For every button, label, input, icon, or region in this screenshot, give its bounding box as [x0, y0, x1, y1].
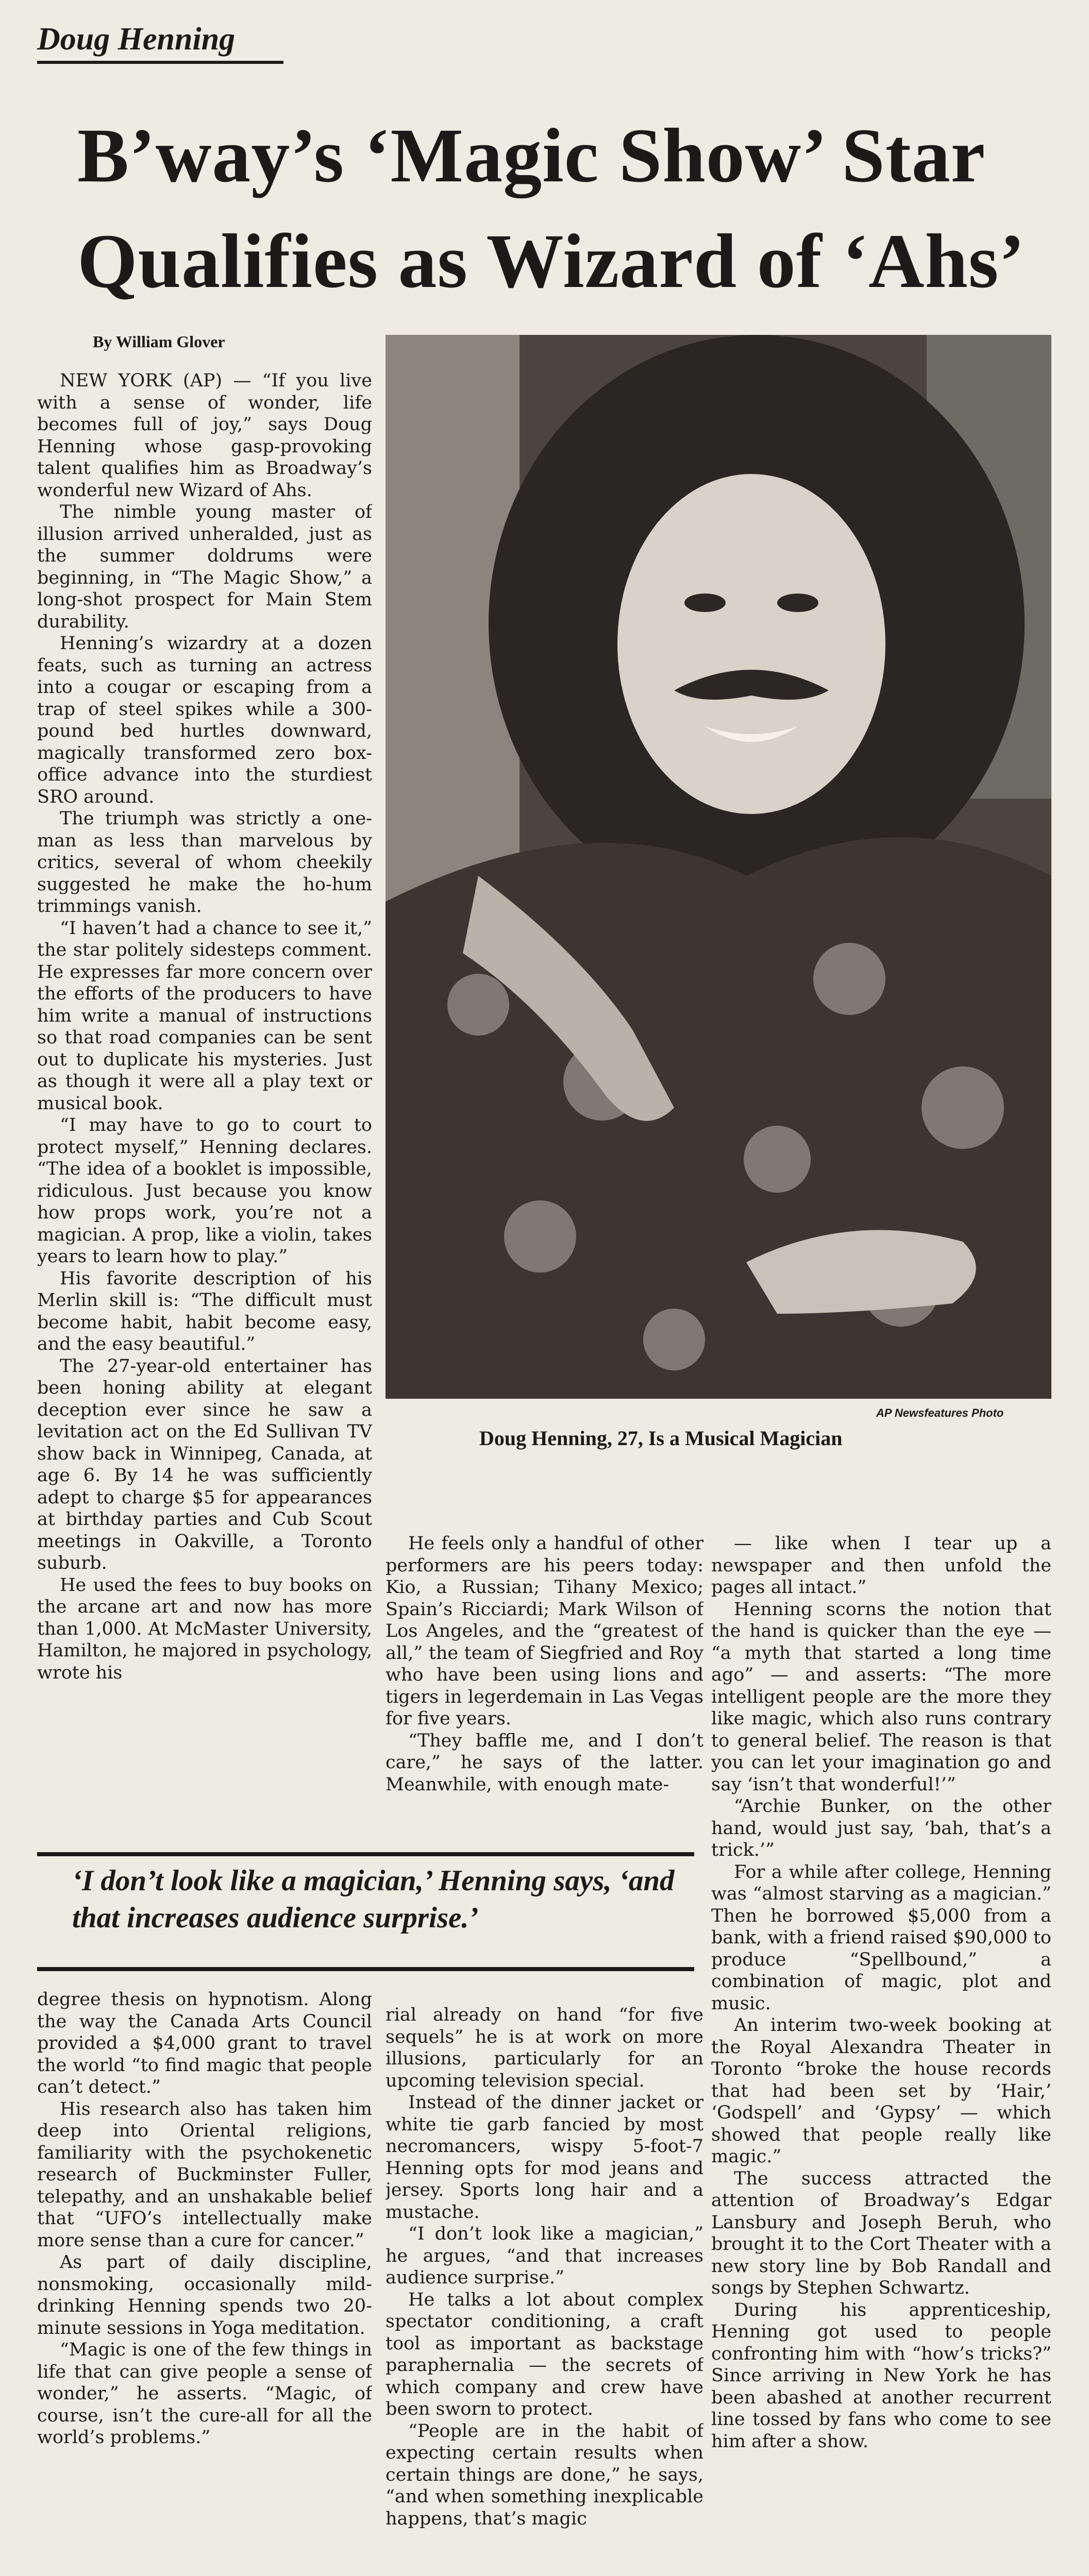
paragraph: An interim two-week booking at the Royal Alexandra Theater in Toronto “broke the house records that had been set by ‘Hair,’ ‘Godspell’ and ‘Gypsy’ — which showed that people really like magic.”: [711, 2015, 1051, 2167]
paragraph: The success attracted the attention of Broadway’s Edgar Lansbury and Joseph Beruh, who brought it to the Cort Theater with a new story line by Bob Randall and songs by Stephen Schwartz.: [711, 2168, 1051, 2298]
paragraph: He used the fees to buy books on the arcane art and now has more than 1,000. At McMaster University, Hamilton, he majored in psychology, wrote his: [37, 1574, 372, 1683]
portrait-photo: [386, 335, 1051, 1399]
paragraph: His favorite description of his Merlin skill is: “The difficult must become habit, habit become easy, and the easy beautiful.”: [37, 1268, 372, 1354]
paragraph: “Archie Bunker, on the other hand, would just say, ‘bah, that’s a trick.’”: [711, 1796, 1051, 1860]
section-kicker: Doug Henning: [37, 21, 283, 64]
paragraph: He talks a lot about complex spectator conditioning, a craft tool as important as backstage paraphernalia — the secrets of which company and crew have been sworn to protect.: [386, 2289, 703, 2419]
pull-quote-rule-bottom: [37, 1967, 694, 1971]
paragraph: “They baffle me, and I don’t care,” he says of the latter. Meanwhile, with enough mate-: [386, 1730, 703, 1795]
paragraph: rial already on hand “for five sequels” he is at work on more illusions, particularly for an upcoming television special.: [386, 2005, 703, 2091]
paragraph: Henning scorns the notion that the hand is quicker than the eye — “a myth that started a long time ago” — and asserts: “The more intelligent people are the more they like magic, which also runs contrary to general belief. The reason is that you can let your imagination go and say ‘isn’t that wonderful!’”: [711, 1599, 1051, 1795]
paragraph: During his apprenticeship, Henning got used to people confronting him with “how’s tricks?” Since arriving in New York he has been abashed at another recurrent line tossed by fans who come to see him after a show.: [711, 2299, 1051, 2452]
paragraph: The triumph was strictly a one-man as less than marvelous by critics, several of whom cheekily suggested he make the ho-hum trimmings vanish.: [37, 808, 372, 917]
column-1-lower: [37, 1989, 372, 2576]
pull-quote: ‘I don’t look like a magician,’ Henning says, ‘and that increases audience surprise.’: [72, 1865, 675, 1934]
byline: By William Glover: [93, 332, 225, 351]
paragraph: He feels only a handful of other performers are his peers today: Kio, a Russian; Tihany Mexico; Spain’s Ricciardi; Mark Wilson of Los Angeles, and the “greatest of all,” the team of Siegfried and Roy who have been using lions and tigers in legerdemain in Las Vegas for five years.: [386, 1533, 703, 1729]
paragraph: “I don’t look like a magician,” he argues, “and that increases audience surprise.”: [386, 2224, 703, 2288]
paragraph: His research also has taken him deep into Oriental religions, familiarity with the psychokenetic research of Buckminster Fuller, telepathy, and an unshakable belief that “UFO’s intellectually make more sense than a cure for cancer.”: [37, 2098, 372, 2251]
pull-quote-rule-top: [37, 1852, 694, 1856]
paragraph: “People are in the habit of expecting certain results when certain things are done,” he says, “and when something inexplicable happens, that’s magic: [386, 2420, 703, 2529]
column-1-upper: [37, 370, 372, 1840]
column-3: [711, 1533, 1051, 2576]
paragraph: Henning’s wizardry at a dozen feats, such as turning an actress into a cougar or escaping from a trap of steel spikes while a 300-pound bed hurtles downward, magically transformed zero box-office advance into the sturdiest SRO around.: [37, 633, 372, 807]
paragraph: degree thesis on hypnotism. Along the way the Canada Arts Council provided a $4,000 grant to travel the world “to find magic that people can’t detect.”: [37, 1989, 372, 2097]
paragraph: — like when I tear up a newspaper and then unfold the pages all intact.”: [711, 1533, 1051, 1598]
photo-credit: AP Newsfeatures Photo: [876, 1406, 1004, 1419]
paragraph: Instead of the dinner jacket or white tie garb fancied by most necromancers, wispy 5-foot-7 Henning opts for mod jeans and jersey. Sports long hair and a mustache.: [386, 2092, 703, 2223]
column-2-lower: [386, 2004, 703, 2576]
paragraph: “I haven’t had a chance to see it,” the star politely sidesteps comment. He expresses far more concern over the efforts of the producers to have him write a manual of instructions so that road companies can be sent out to duplicate his mysteries. Just as though it were all a play text or musical book.: [37, 918, 372, 1114]
column-2-upper: [386, 1533, 703, 1832]
paragraph: The nimble young master of illusion arrived unheralded, just as the summer doldrums were beginning, in “The Magic Show,” a long-shot prospect for Main Stem durability.: [37, 502, 372, 632]
paragraph: For a while after college, Henning was “almost starving as a magician.” Then he borrowed $5,000 from a bank, with a friend raised $90,000 to produce “Spellbound,” a combination of magic, plot and music.: [711, 1861, 1051, 2014]
paragraph: NEW YORK (AP) — “If you live with a sense of wonder, life becomes full of joy,” says Doug Henning whose gasp-provoking talent qualifies him as Broadway’s wonderful new Wizard of Ahs.: [37, 370, 372, 501]
headline: B’way’s ‘Magic Show’ Star Qualifies as Wizard of ‘Ahs’: [77, 113, 1026, 304]
paragraph: As part of daily discipline, nonsmoking, occasionally mild-drinking Henning spends two 20-minute sessions in Yoga meditation.: [37, 2252, 372, 2338]
paragraph: The 27-year-old entertainer has been honing ability at elegant deception ever since he saw a levitation act on the Ed Sullivan TV show back in Winnipeg, Canada, at age 6. By 14 he was sufficiently adept to charge $5 for appearances at birthday parties and Cub Scout meetings in Oakville, a Toronto suburb.: [37, 1355, 372, 1573]
photo-caption: Doug Henning, 27, Is a Musical Magician: [479, 1427, 843, 1450]
paragraph: “I may have to go to court to protect myself,” Henning declares. “The idea of a booklet is impossible, ridiculous. Just because you know how props work, you’re not a magician. A prop, like a violin, takes years to learn how to play.”: [37, 1115, 372, 1267]
paragraph: “Magic is one of the few things in life that can give people a sense of wonder,” he asserts. “Magic, of course, isn’t the cure-all for all the world’s problems.”: [37, 2340, 372, 2448]
